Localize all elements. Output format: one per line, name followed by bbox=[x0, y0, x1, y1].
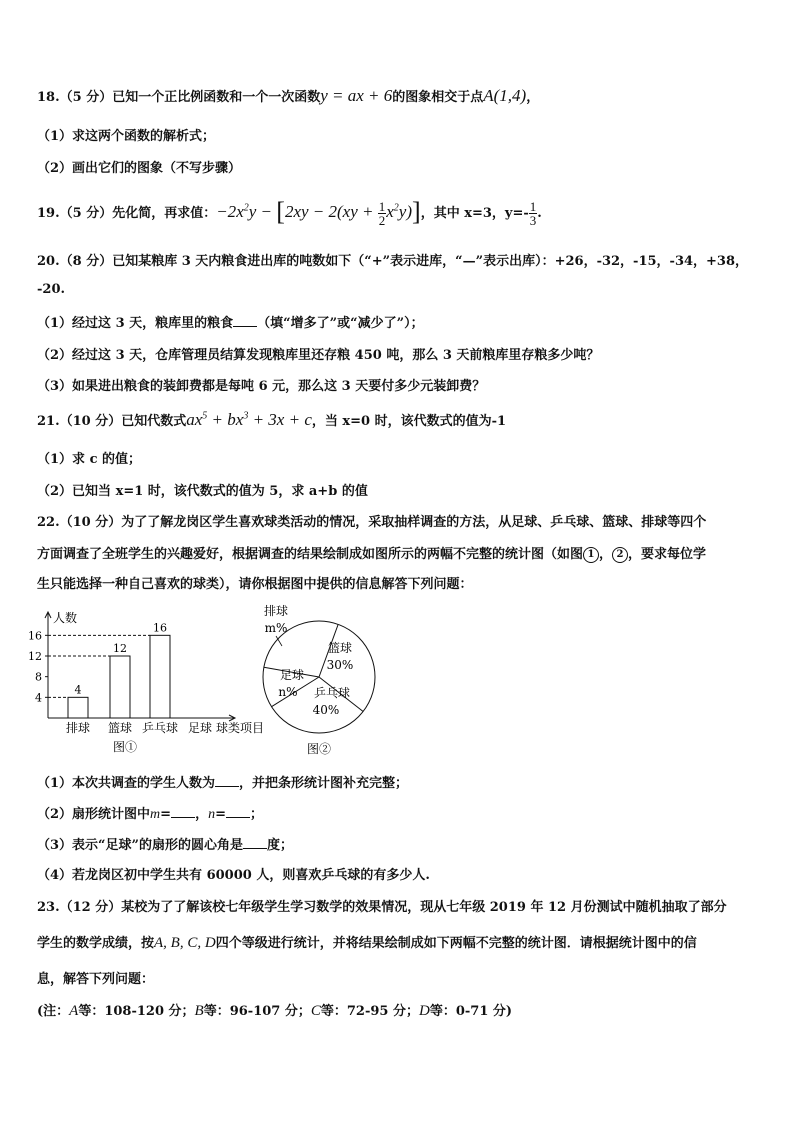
bar bbox=[150, 635, 170, 718]
bar-value-label: 16 bbox=[153, 621, 167, 635]
q20-sub1: （1）经过这 3 天，粮库里的粮食 （填“增多了”或“减少了”）； bbox=[37, 316, 424, 331]
q23-stem-line2: 学生的数学成绩，按A, B, C, D四个等级进行统计，并将结果绘制成如下两幅不完整的统计图．请根据统计图中的信 bbox=[37, 935, 697, 951]
y-tick-label: 16 bbox=[28, 629, 42, 643]
pie-slice-value: 40% bbox=[312, 703, 340, 717]
bar-value-label: 4 bbox=[74, 683, 82, 697]
y-axis-label: 人数 bbox=[53, 611, 78, 625]
pie-chart-figure-2 bbox=[260, 600, 390, 760]
y-tick-label: 8 bbox=[35, 670, 42, 684]
q22-sub4: （4）若龙岗区初中学生共有 60000 人，则喜欢乒乓球的有多少人. bbox=[37, 868, 430, 883]
q22-stem-line1: 22.（10 分）为了了解龙岗区学生喜欢球类活动的情况，采取抽样调查的方法，从足球、乒乓球、篮球、排球等四个 bbox=[37, 515, 707, 530]
bar-value-label: 12 bbox=[113, 642, 127, 655]
figure-caption: 图① bbox=[112, 740, 138, 754]
q21-sub2: （2）已知当 x=1 时，该代数式的值为 5，求 a+b 的值 bbox=[37, 484, 368, 499]
q23-stem-line3: 息，解答下列问题： bbox=[37, 972, 155, 987]
q18-sub1: （1）求这两个函数的解析式； bbox=[37, 129, 216, 144]
figure-2-marker: 2 bbox=[612, 547, 628, 563]
x-axis-label: 球类项目 bbox=[215, 721, 265, 735]
pie-slice-label: 排球 bbox=[263, 604, 289, 618]
figure-1-marker: 1 bbox=[583, 547, 599, 563]
q18-point: A(1,4) bbox=[483, 86, 527, 105]
q20-sub2: （2）经过这 3 天，仓库管理员结算发现粮库里还存粮 450 吨，那么 3 天前粮库里存粮多少吨？ bbox=[37, 348, 600, 363]
q19-expression: $-2x^2y - [2xy - 2(xy$ + $\frac{1}{2}$ $x^2y$)] bbox=[216, 197, 421, 228]
x-tick-label: 篮球 bbox=[107, 721, 133, 735]
pie-slice-label: 篮球 bbox=[327, 641, 353, 655]
answer-blank bbox=[215, 774, 239, 787]
y-tick-label: 4 bbox=[35, 691, 42, 705]
q18-stem: 18.（5 分）已知一个正比例函数和一个一次函数y = ax + 6的图象相交于点A(1,4)， bbox=[37, 86, 540, 105]
y-tick-label: 12 bbox=[28, 650, 42, 663]
x-tick-label: 排球 bbox=[65, 721, 91, 735]
q22-sub2: （2）扇形统计图中m= ，n= ； bbox=[37, 807, 264, 822]
q22-stem-line3: 生只能选择一种自己喜欢的球类），请你根据图中提供的信息解答下列问题： bbox=[37, 577, 473, 592]
pie-slice-value: 30% bbox=[326, 658, 354, 672]
bar bbox=[110, 656, 130, 718]
pie-slice-label: 乒乓球 bbox=[313, 686, 351, 700]
answer-blank bbox=[226, 805, 250, 818]
q18-function-formula: y = ax + 6 bbox=[320, 86, 393, 105]
answer-blank bbox=[233, 314, 257, 327]
q23-stem-line1: 23.（12 分）某校为了了解该校七年级学生学习数学的效果情况，现从七年级 2019 年 12 月份测试中随机抽取了部分 bbox=[37, 900, 727, 915]
q20-sub3: （3）如果进出粮食的装卸费都是每吨 6 元，那么这 3 天要付多少元装卸费？ bbox=[37, 379, 486, 394]
q22-sub3: （3）表示“足球”的扇形的圆心角是 度； bbox=[37, 838, 294, 853]
pie-slice-value: n% bbox=[278, 685, 298, 699]
q20-stem-line2: -20. bbox=[37, 282, 66, 297]
q22-stem-line2: 方面调查了全班学生的兴趣爱好，根据调查的结果绘制成如图所示的两幅不完整的统计图（如图 1 ， 2 ，要求每位学 bbox=[37, 547, 707, 562]
figure-caption: 图② bbox=[306, 742, 332, 756]
q22-sub1: （1）本次共调查的学生人数为 ，并把条形统计图补充完整； bbox=[37, 776, 409, 791]
x-tick-label: 足球 bbox=[187, 721, 213, 735]
answer-blank bbox=[243, 836, 267, 849]
x-tick-label: 乒乓球 bbox=[141, 721, 179, 735]
pie-slice-label: 足球 bbox=[279, 668, 305, 682]
q21-stem: 21.（10 分）已知代数式$ax^5 + bx^3 + 3x + c$，当 x=0 时，该代数式的值为-1 bbox=[37, 410, 507, 429]
q23-grade-note: (注：A等：108-120 分；B等：96-107 分；C等：72-95 分；D等：0-71 分) bbox=[37, 1003, 513, 1019]
bar-chart-figure-1 bbox=[30, 600, 280, 760]
q20-stem-line1: 20.（8 分）已知某粮库 3 天内粮食进出库的吨数如下（“+”表示进库，“—”表示出库）：+26，-32，-15，-34，+38， bbox=[37, 254, 749, 269]
q21-sub1: （1）求 c 的值； bbox=[37, 452, 142, 467]
q19-stem: 19.（5 分）先化简，再求值：$-2x^2y - [2xy - 2(xy$ + $\frac{1}{2}$ $x^2y$)]，其中 x=3，y=- $\frac{1}{3}$ . bbox=[37, 197, 542, 228]
bar bbox=[68, 697, 88, 718]
pie-slice-value: m% bbox=[264, 621, 288, 635]
answer-blank bbox=[171, 805, 195, 818]
q18-sub2: （2）画出它们的图象（不写步骤） bbox=[37, 161, 242, 176]
q21-polynomial: $ax^5 + bx^3 + 3x + c$ bbox=[186, 410, 312, 429]
